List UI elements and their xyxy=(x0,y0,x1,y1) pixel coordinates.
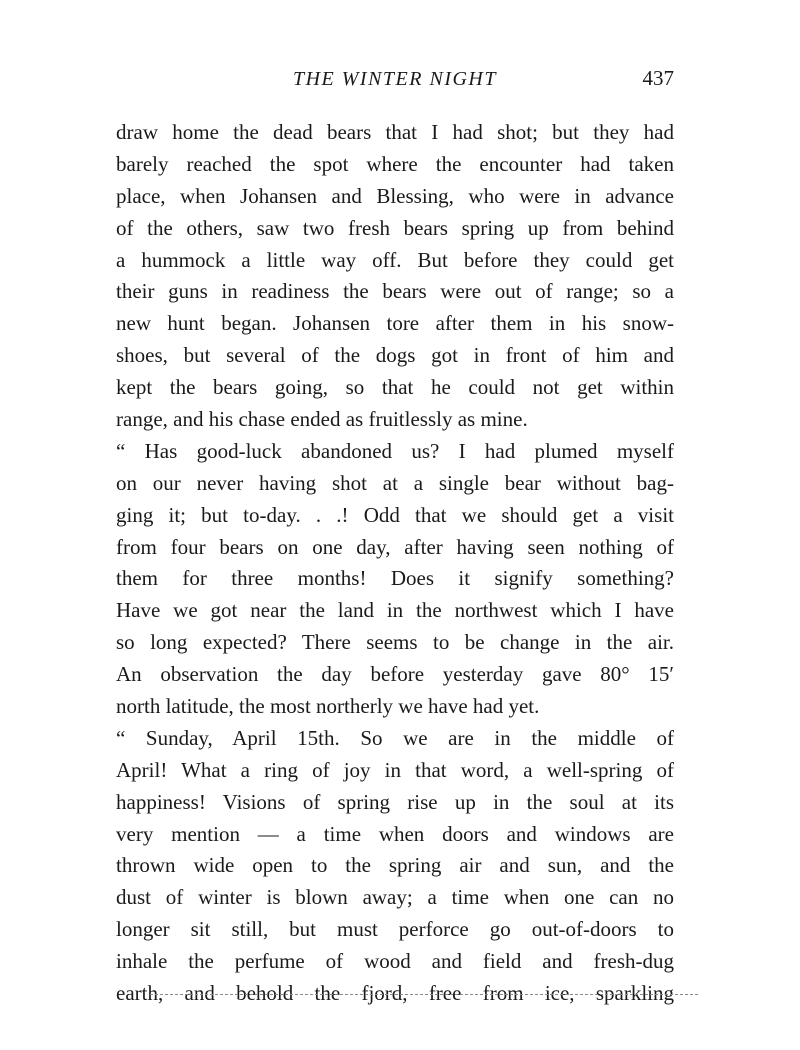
text-line: range, and his chase ended as fruitlessly as mine. xyxy=(116,407,528,432)
text-line: their guns in readiness the bears were out of range; so a xyxy=(116,279,674,304)
text-line: from four bears on one day, after having seen nothing of xyxy=(116,534,674,559)
text-line: April! What a ring of joy in that word, a well-spring of xyxy=(116,757,674,782)
text-line: Have we got near the land in the northwest which I have xyxy=(116,598,674,623)
text-line: earth, and behold the fjord, free from ice, sparkling xyxy=(116,981,674,1006)
text-line: of the others, saw two fresh bears spring up from behind xyxy=(116,215,674,240)
text-line: inhale the perfume of wood and field and fresh-dug xyxy=(116,949,674,974)
text-line: new hunt began. Johansen tore after them in his snow- xyxy=(116,311,674,336)
text-line: very mention — a time when doors and windows are xyxy=(116,821,674,846)
text-line: happiness! Visions of spring rise up in the soul at its xyxy=(116,789,674,814)
text-line: on our never having shot at a single bear without bag- xyxy=(116,470,674,495)
text-line: ging it; but to-day. . .! Odd that we should get a visit xyxy=(116,502,674,527)
text-line: longer sit still, but must perforce go out-of-doors to xyxy=(116,917,674,942)
text-line: north latitude, the most northerly we have had yet. xyxy=(116,694,540,719)
text-line: shoes, but several of the dogs got in front of him and xyxy=(116,343,674,368)
body-text xyxy=(116,117,674,1010)
footer-rule xyxy=(150,994,698,995)
text-line: “ Sunday, April 15th. So we are in the middle of xyxy=(116,725,674,750)
text-line: a hummock a little way off. But before they could get xyxy=(116,247,674,272)
running-head xyxy=(116,66,674,96)
text-line: thrown wide open to the spring air and sun, and the xyxy=(116,853,674,878)
text-line: barely reached the spot where the encounter had taken xyxy=(116,151,674,176)
text-line: dust of winter is blown away; a time when one can no xyxy=(116,885,674,910)
text-line: place, when Johansen and Blessing, who were in advance xyxy=(116,183,674,208)
text-line: them for three months! Does it signify something? xyxy=(116,566,674,591)
text-line: “ Has good-luck abandoned us? I had plumed myself xyxy=(116,438,674,463)
text-line: draw home the dead bears that I had shot; but they had xyxy=(116,120,674,144)
text-line: so long expected? There seems to be change in the air. xyxy=(116,630,674,655)
text-line: An observation the day before yesterday gave 80° 15′ xyxy=(116,662,674,687)
page-number: 437 xyxy=(642,66,674,90)
text-line: kept the bears going, so that he could not get within xyxy=(116,375,674,400)
running-title: THE WINTER NIGHT xyxy=(292,68,497,90)
